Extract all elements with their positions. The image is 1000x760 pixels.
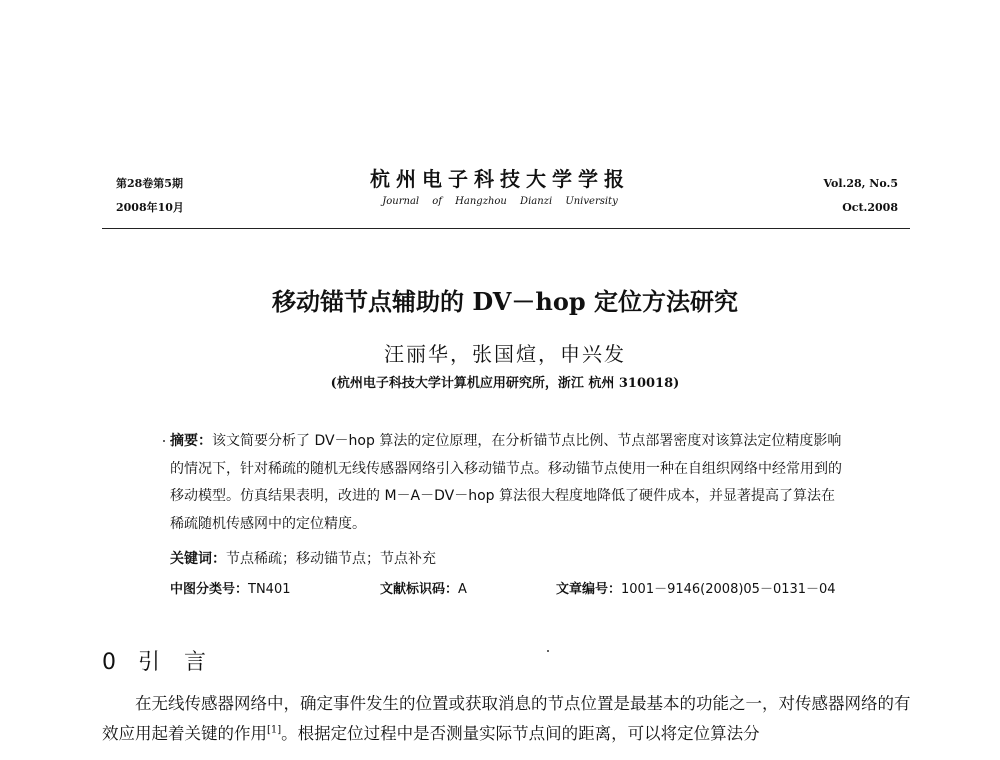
- keywords-text: 节点稀疏；移动锚节点；节点补充: [226, 551, 436, 567]
- paper-affiliation: (杭州电子科技大学计算机应用研究所，浙江 杭州 310018): [330, 376, 680, 391]
- journal-title-en: Journal of Hangzhou Dianzi University: [382, 196, 618, 207]
- volume-issue-en: Vol.28, No.5: [823, 177, 898, 190]
- section-title: 引言: [138, 650, 231, 675]
- abstract-text: 该文简要分析了 DV－hop 算法的定位原理，在分析锚节点比例、节点部署密度对该算法定位精度影响的情况下，针对稀疏的随机无线传感器网络引入移动锚节点。移动锚节点使用一种在自组织网络中经常用到的移动模型。仿真结果表明，改进的 M－A－DV－hop 算法很大程度地降低了硬件成本，并显著提高了算法在稀疏随机传感网中的定位精度。: [170, 433, 842, 532]
- date-en: Oct.2008: [842, 201, 898, 214]
- intro-text-part2: 。根据定位过程中是否测量实际节点间的距离，可以将定位算法分: [281, 724, 760, 743]
- paper-authors: 汪丽华，张国煊，申兴发: [384, 342, 626, 366]
- journal-title-cn: 杭州电子科技大学学报: [370, 167, 630, 191]
- doc-code-value: A: [458, 582, 467, 597]
- clc-number: [170, 579, 291, 601]
- abstract: [170, 428, 842, 538]
- intro-paragraph: [102, 689, 912, 749]
- paper-title: 移动锚节点辅助的 DV－hop 定位方法研究: [272, 287, 738, 316]
- doc-code: [380, 579, 467, 601]
- intro-text-part1: 在无线传感器网络中，确定事件发生的位置或获取消息的节点位置是最基本的功能之一，对传感器网络的有效应用起着关键的作用: [102, 694, 911, 743]
- date-cn: 2008年10月: [116, 201, 184, 214]
- volume-issue-cn: 第28卷第5期: [116, 177, 183, 190]
- journal-title-block: [300, 166, 700, 212]
- clc-value: TN401: [248, 582, 291, 597]
- article-no-label: 文章编号：: [556, 582, 622, 597]
- scan-speck: [163, 440, 165, 442]
- section-heading: [102, 647, 230, 679]
- doc-code-label: 文献标识码：: [380, 582, 459, 597]
- keywords: [170, 548, 436, 570]
- header-rule: [102, 228, 910, 229]
- abstract-label: 摘要：: [170, 433, 212, 449]
- section-number: 0: [102, 650, 116, 675]
- clc-label: 中图分类号：: [170, 582, 249, 597]
- article-number: [556, 579, 836, 601]
- issue-info-en: [823, 172, 898, 220]
- keywords-label: 关键词：: [170, 551, 226, 567]
- issue-info-cn: [116, 172, 184, 220]
- citation-ref: [1]: [267, 724, 282, 736]
- article-no-value: 1001－9146(2008)05－0131－04: [621, 582, 836, 597]
- scan-speck: [547, 650, 549, 652]
